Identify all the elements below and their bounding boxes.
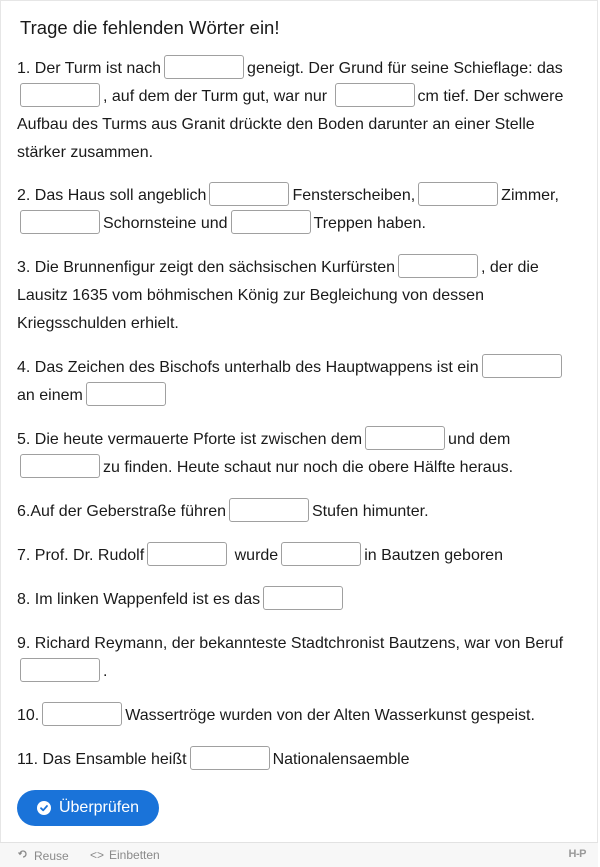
question-text: . — [103, 663, 108, 680]
question-text: 7. Prof. Dr. Rudolf — [17, 547, 145, 564]
answer-input-1c[interactable] — [335, 83, 415, 107]
embed-link[interactable] — [90, 848, 160, 862]
question-9 — [17, 630, 585, 686]
reuse-icon — [17, 848, 29, 863]
question-2 — [17, 182, 585, 238]
checkmark-icon — [37, 801, 51, 815]
question-text: , der die Lausitz 1635 vom böhmischen König zur Begleichung von dessen Kriegsschulden erhielt. — [17, 259, 544, 332]
answer-input-5b[interactable] — [20, 454, 100, 478]
question-text: Zimmer, — [501, 187, 559, 204]
check-button-label: Überprüfen — [58, 799, 140, 816]
answer-input-6a[interactable] — [229, 498, 309, 522]
question-text: geneigt. Der Grund für seine Schieflage: das — [247, 60, 563, 77]
h5p-logo: H-P — [568, 848, 586, 860]
answer-input-4a[interactable] — [482, 354, 562, 378]
question-text: zu finden. Heute schaut nur noch die obere Hälfte heraus. — [103, 459, 514, 476]
answer-input-2c[interactable] — [20, 210, 100, 234]
answer-input-7b[interactable] — [281, 542, 361, 566]
answer-input-4b[interactable] — [86, 382, 166, 406]
answer-input-2d[interactable] — [231, 210, 311, 234]
question-text: Nationalensaemble — [272, 751, 410, 768]
answer-input-1b[interactable] — [20, 83, 100, 107]
question-text: Wassertröge wurden von der Alten Wasserkunst gespeist. — [125, 707, 535, 724]
question-text: Schornsteine und — [103, 215, 228, 232]
page-title: Trage die fehlenden Wörter ein! — [20, 17, 280, 38]
question-text: 9. Richard Reymann, der bekannteste Stadtchronist Bautzens, war von Beruf — [17, 635, 564, 652]
question-4 — [17, 354, 585, 410]
question-5 — [17, 426, 585, 482]
question-text: an einem — [17, 387, 83, 404]
question-text: 3. Die Brunnenfigur zeigt den sächsischen Kurfürsten — [17, 259, 395, 276]
reuse-label: Reuse — [34, 848, 69, 863]
embed-icon: <> — [90, 848, 105, 862]
question-text: 10. — [17, 707, 40, 724]
answer-input-3a[interactable] — [398, 254, 478, 278]
check-button[interactable] — [17, 790, 159, 826]
question-text: 6.Auf der Geberstraße führen — [17, 503, 226, 520]
answer-input-2a[interactable] — [209, 182, 289, 206]
answer-input-8a[interactable] — [263, 586, 343, 610]
question-6 — [17, 498, 585, 526]
reuse-link[interactable] — [17, 848, 69, 863]
question-text: 2. Das Haus soll angeblich — [17, 187, 207, 204]
answer-input-1a[interactable] — [164, 55, 244, 79]
question-text: wurde — [234, 547, 279, 564]
question-10 — [17, 702, 585, 730]
question-text: in Bautzen geboren — [364, 547, 503, 564]
question-8 — [17, 586, 585, 614]
embed-label: Einbetten — [109, 848, 160, 862]
question-text: Stufen himunter. — [312, 503, 429, 520]
answer-input-9a[interactable] — [20, 658, 100, 682]
question-1 — [17, 55, 585, 167]
question-11 — [17, 746, 585, 774]
answer-input-5a[interactable] — [365, 426, 445, 450]
question-text: Fensterscheiben, — [292, 187, 416, 204]
question-text: und dem — [448, 431, 511, 448]
answer-input-2b[interactable] — [418, 182, 498, 206]
question-text: 5. Die heute vermauerte Pforte ist zwischen dem — [17, 431, 363, 448]
question-3 — [17, 254, 585, 338]
question-text: 8. Im linken Wappenfeld ist es das — [17, 591, 261, 608]
footer-bar — [0, 842, 598, 867]
answer-input-7a[interactable] — [147, 542, 227, 566]
question-text: 1. Der Turm ist nach — [17, 60, 162, 77]
answer-input-11a[interactable] — [190, 746, 270, 770]
question-text: 11. Das Ensamble heißt — [17, 751, 187, 768]
question-text: Treppen haben. — [313, 215, 426, 232]
question-7 — [17, 542, 585, 570]
question-text: cm tief. Der schwere Aufbau des Turms aus Granit drückte den Boden darunter an einer Stelle stärker zusammen. — [17, 88, 567, 161]
question-text: 4. Das Zeichen des Bischofs unterhalb des Hauptwappens ist ein — [17, 359, 479, 376]
question-text: , auf dem der Turm gut, war nur — [103, 88, 328, 105]
answer-input-10a[interactable] — [42, 702, 122, 726]
